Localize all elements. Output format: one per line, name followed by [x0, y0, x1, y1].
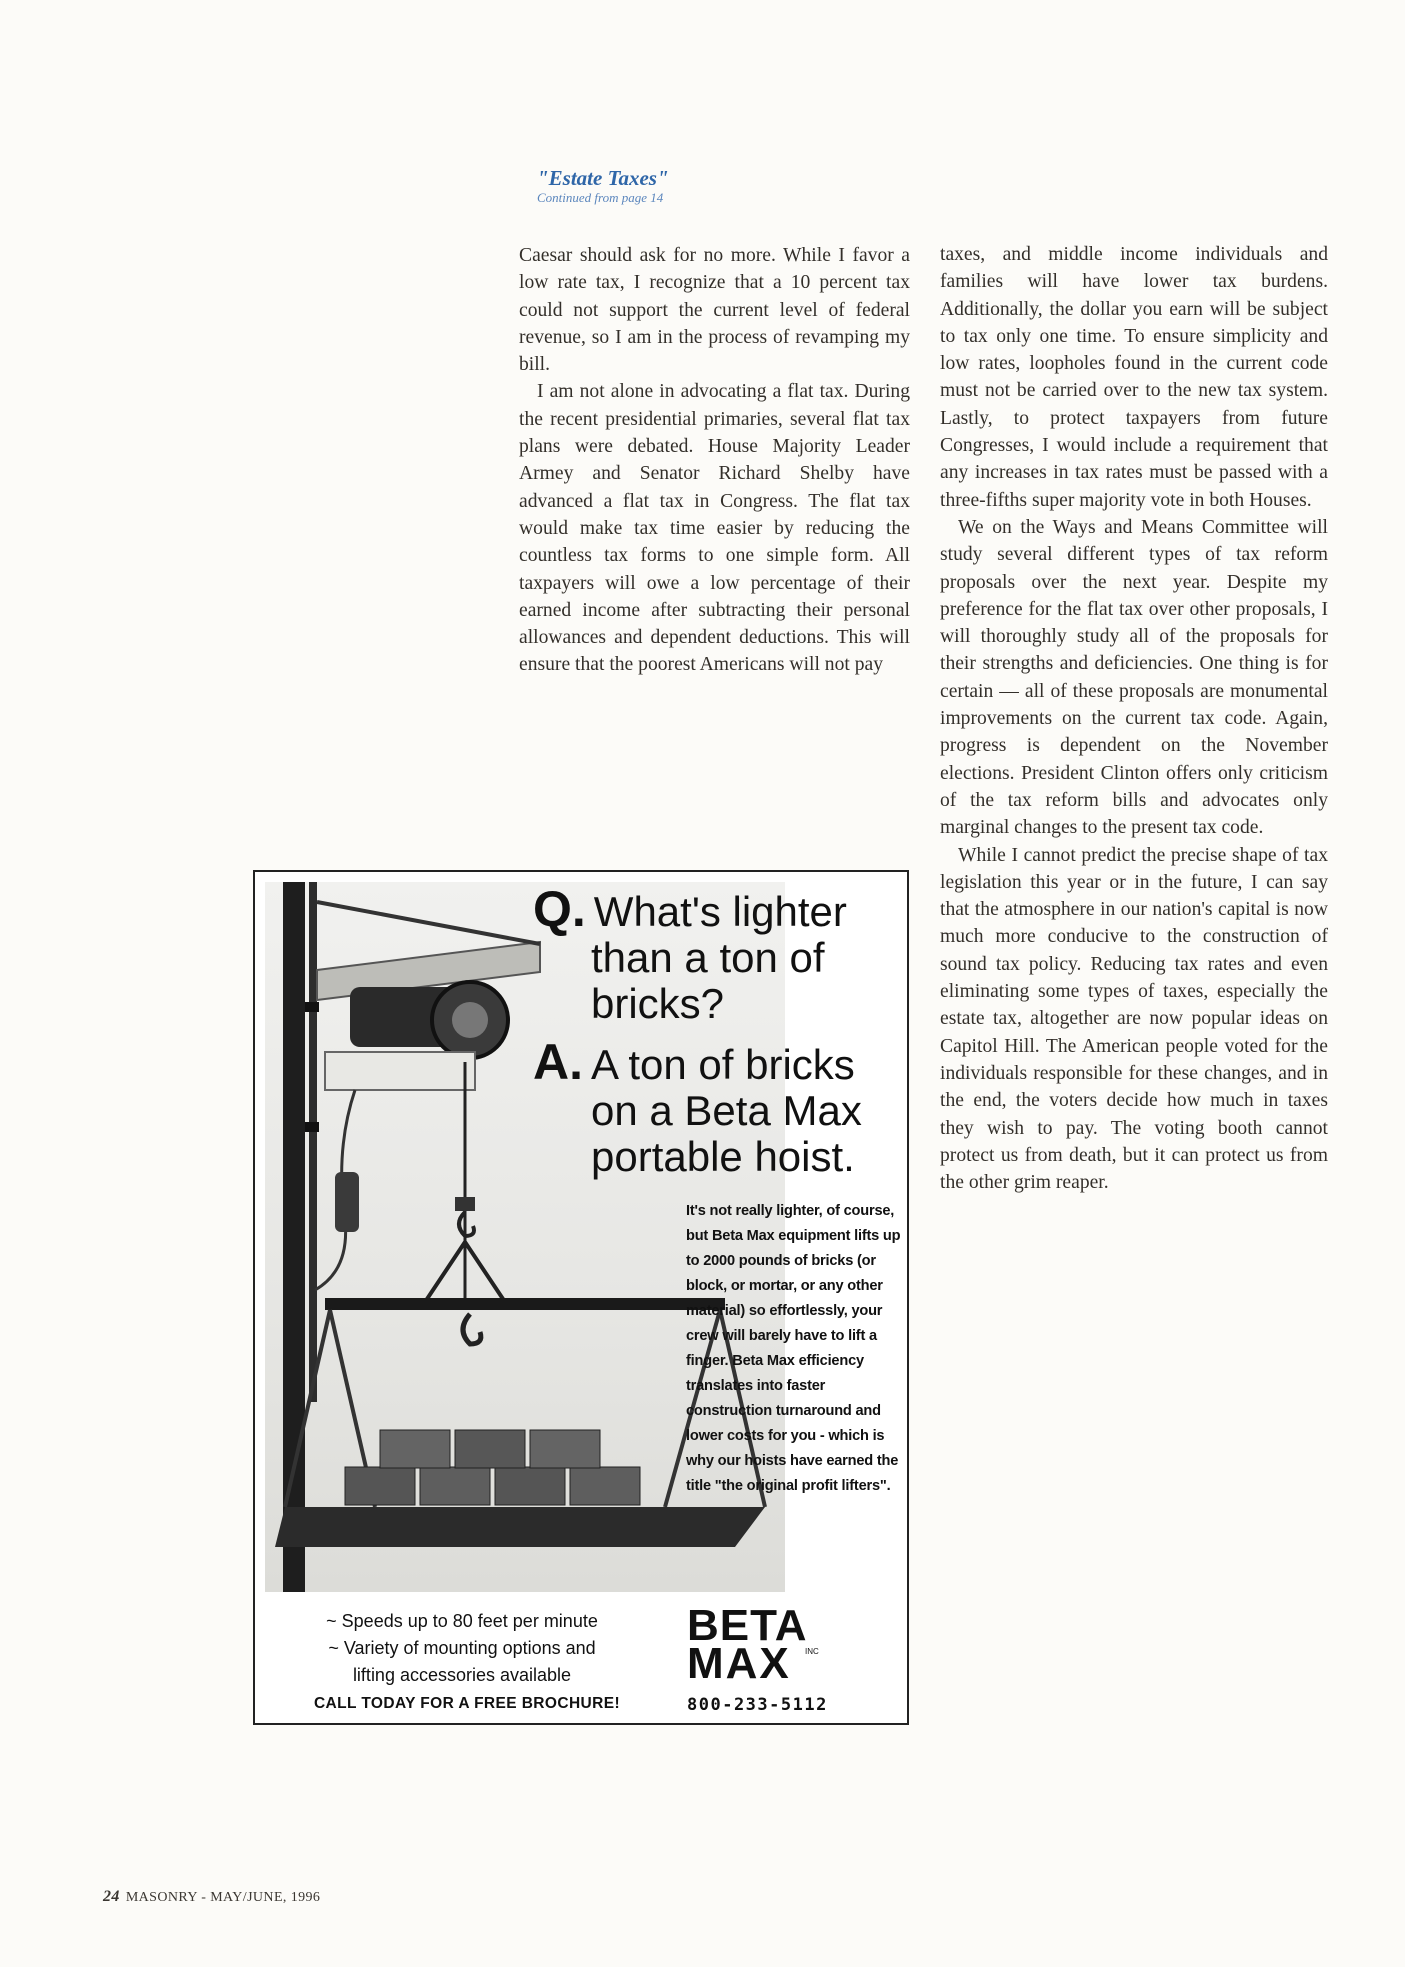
- paragraph: Caesar should ask for no more. While I favor a low rate tax, I recognize that a 10 percent tax could not support the current level of federal revenue, so I am in the process of revamping my bill.: [519, 245, 910, 376]
- beta-max-advertisement: [253, 870, 909, 1725]
- article-column-1: [519, 242, 910, 679]
- paragraph: While I cannot predict the precise shape of tax legislation this year or in the future, I can say that the atmosphere in our nation's capital is now much more conducive to the construction of sound tax policy. Reducing tax rates and even eliminating some types of taxes, especially the estate tax, altogether are now popular ideas on Capitol Hill. The American people voted for the individuals responsible for these changes, and in the end, the voters decide how much in taxes they wish to pay. The voting booth cannot protect us from death, but it can protect us from the other grim reaper.: [940, 844, 1328, 1194]
- ad-question: [533, 881, 903, 1027]
- ad-answer: [533, 1034, 903, 1180]
- logo-bottom-text: MAX: [687, 1639, 791, 1688]
- page-footer: [103, 1888, 320, 1906]
- answer-line: portable hoist.: [591, 1133, 855, 1180]
- question-line: bricks?: [591, 980, 725, 1027]
- feature-line: ~ Variety of mounting options and: [328, 1638, 596, 1658]
- publication-line: MASONRY - MAY/JUNE, 1996: [125, 1890, 321, 1905]
- feature-line: ~ Speeds up to 80 feet per minute: [326, 1611, 598, 1631]
- ad-body-text: It's not really lighter, of course, but Beta Max equipment lifts up to 2000 pounds of bricks (or block, or mortar, or any other material) so effortlessly, your crew will barely have to lift a finger. Beta Max efficiency translates into faster construction turnaround and lower costs for you - which is why our hoists have earned the title "the original profit lifters".: [686, 1203, 901, 1494]
- answer-mark-label: A.: [533, 1034, 583, 1090]
- question-mark-label: Q.: [533, 881, 586, 937]
- answer-line: on a Beta Max: [591, 1087, 862, 1134]
- question-line: than a ton of: [591, 934, 825, 981]
- article-heading: [537, 166, 669, 206]
- logo-top-text: BETA: [687, 1601, 808, 1650]
- page-number: 24: [103, 1888, 120, 1905]
- paragraph: I am not alone in advocating a flat tax. During the recent presidential primaries, several flat tax plans were debated. House Majority Leader Armey and Senator Richard Shelby have advanced a flat tax in Congress. The flat tax would make tax time easier by reducing the countless tax forms to one simple form. All taxpayers will owe a low percentage of their earned income after subtracting their personal allowances and dependent deductions. This will ensure that the poorest Americans will not pay: [519, 381, 910, 676]
- beta-max-logo: [687, 1601, 877, 1688]
- ad-phone-number: 800-233-5112: [687, 1695, 828, 1715]
- paragraph: taxes, and middle income individuals and families will have lower tax burdens. Additionally, the dollar you earn will be subject to tax only one time. To ensure simplicity and low rates, loopholes found in the current code must not be carried over to the new tax system. Lastly, to protect taxpayers from future Congresses, I would include a requirement that any increases in tax rates must be passed with a three-fifths super majority vote in both Houses.: [940, 244, 1328, 511]
- feature-line: lifting accessories available: [352, 1665, 572, 1685]
- question-line: What's lighter: [593, 888, 847, 935]
- article-column-2: [940, 241, 1328, 1196]
- paragraph: We on the Ways and Means Committee will study several different types of tax reform proposals over the next year. Despite my preference for the flat tax over other proposals, I will thoroughly study all of the proposals for their strengths and deficiencies. One thing is for certain — all of these proposals are monumental improvements on the current tax code. Again, progress is dependent on the November elections. President Clinton offers only criticism of the tax reform bills and advocates only marginal changes to the present tax code.: [940, 516, 1328, 839]
- answer-line: A ton of bricks: [591, 1041, 855, 1088]
- continued-note: Continued from page 14: [537, 190, 664, 205]
- ad-features: [277, 1608, 647, 1689]
- article-title: "Estate Taxes": [537, 166, 669, 190]
- ad-call-to-action: CALL TODAY FOR A FREE BROCHURE!: [313, 1695, 621, 1712]
- logo-inc-text: INC: [805, 1647, 819, 1656]
